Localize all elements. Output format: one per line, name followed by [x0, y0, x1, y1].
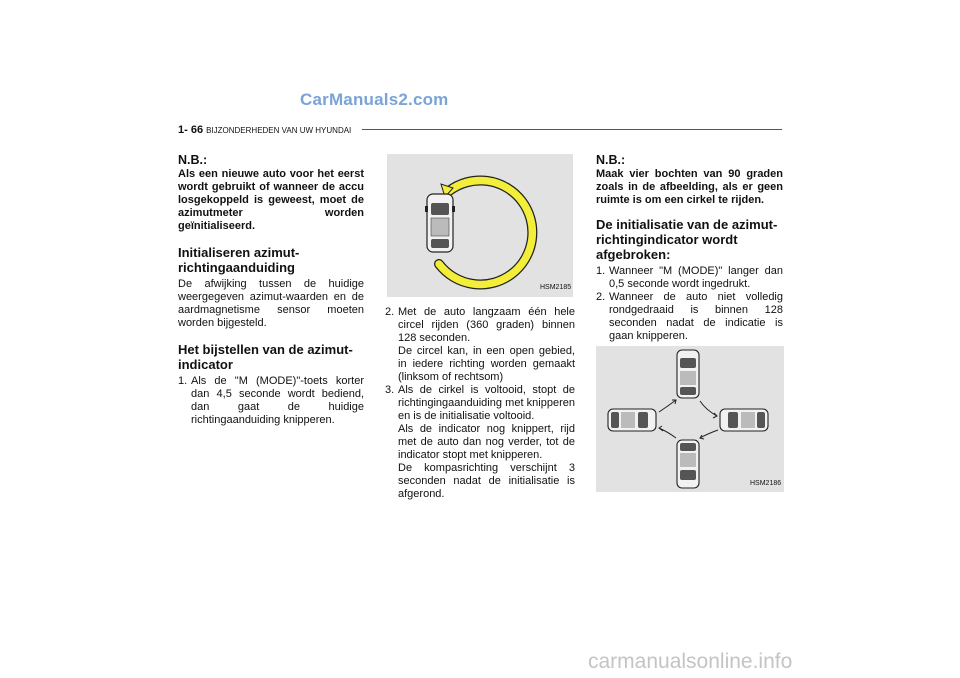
figure-four-turns: [596, 346, 784, 492]
watermark-bottom[interactable]: carmanualsonline.info: [588, 650, 793, 673]
nb-title: N.B.:: [178, 153, 208, 167]
adjust-steps: [178, 375, 364, 427]
heading-adjust: Het bijstellen van de azimut-indicator: [178, 342, 353, 372]
list-item: 1. Als de "M (MODE)"-toets korter dan 4,5 seconde wordt bediend, dan gaat de huidige richtingaanduiding knipperen.: [178, 375, 364, 426]
car-icon: [720, 409, 768, 431]
paragraph-initialize: De afwijking tussen de huidige weergegeven azimut-waarden en de aardmagnetisme sensor moeten worden bijgesteld.: [178, 278, 364, 329]
list-item: 1. Wanneer "M (MODE)" langer dan 0,5 seconde wordt ingedrukt.: [596, 265, 783, 290]
heading-initialize: Initialiseren azimut-richtingaanduiding: [178, 245, 300, 275]
figure-code: HSM2186: [750, 480, 782, 487]
nb-text: Als een nieuwe auto voor het eerst wordt gebruikt of wanneer de accu losgekoppeld is geweest, moet de azimutmeter worden geïnitialiseerd.: [178, 168, 364, 232]
header-rule: [362, 129, 782, 130]
column-right: [596, 153, 783, 343]
car-icon: [677, 350, 699, 398]
figure-code: HSM2185: [540, 284, 572, 291]
nb-title: N.B.:: [596, 153, 626, 167]
watermark-top[interactable]: CarManuals2.com: [300, 90, 449, 109]
circle-steps: [385, 306, 575, 501]
car-icon: [608, 409, 656, 431]
figure-circle-drive: [387, 154, 573, 297]
car-icon: [677, 440, 699, 488]
circle-drive-illustration: [387, 154, 573, 297]
heading-abort: De initialisatie van de azimut-richtingindicator wordt afgebroken:: [596, 217, 778, 262]
column-left: [178, 153, 364, 427]
column-middle: [385, 306, 575, 501]
nb-text: Maak vier bochten van 90 graden zoals in de afbeelding, als er geen ruimte is om een cirkel te rijden.: [596, 168, 783, 206]
list-item: 3. Als de cirkel is voltooid, stopt de richtingingaanduiding met knipperen en is de initialisatie voltooid. Als de indicator nog knippert, rijd met de auto dan nog verder, tot de indicator stopt met knipperen. De kompasrichting verschijnt 3 seconden nadat de initialisatie is afgerond.: [385, 384, 575, 500]
car-icon: [425, 194, 455, 252]
turn-arrows: [659, 400, 718, 439]
page-header: [178, 124, 351, 136]
four-turns-illustration: [596, 346, 784, 492]
list-item: 2. Met de auto langzaam één hele circel rijden (360 graden) binnen 128 seconden. De circel kan, in een open gebied, in iedere richting worden gemaakt (linksom of rechtsom): [385, 306, 575, 383]
list-item: 2. Wanneer de auto niet volledig rondgedraaid is binnen 128 seconden nadat de indicatie is gaan knipperen.: [596, 291, 783, 342]
abort-steps: [596, 265, 783, 343]
page-number: 1- 66: [178, 124, 204, 136]
section-title: BIJZONDERHEDEN VAN UW HYUNDAI: [206, 126, 352, 135]
